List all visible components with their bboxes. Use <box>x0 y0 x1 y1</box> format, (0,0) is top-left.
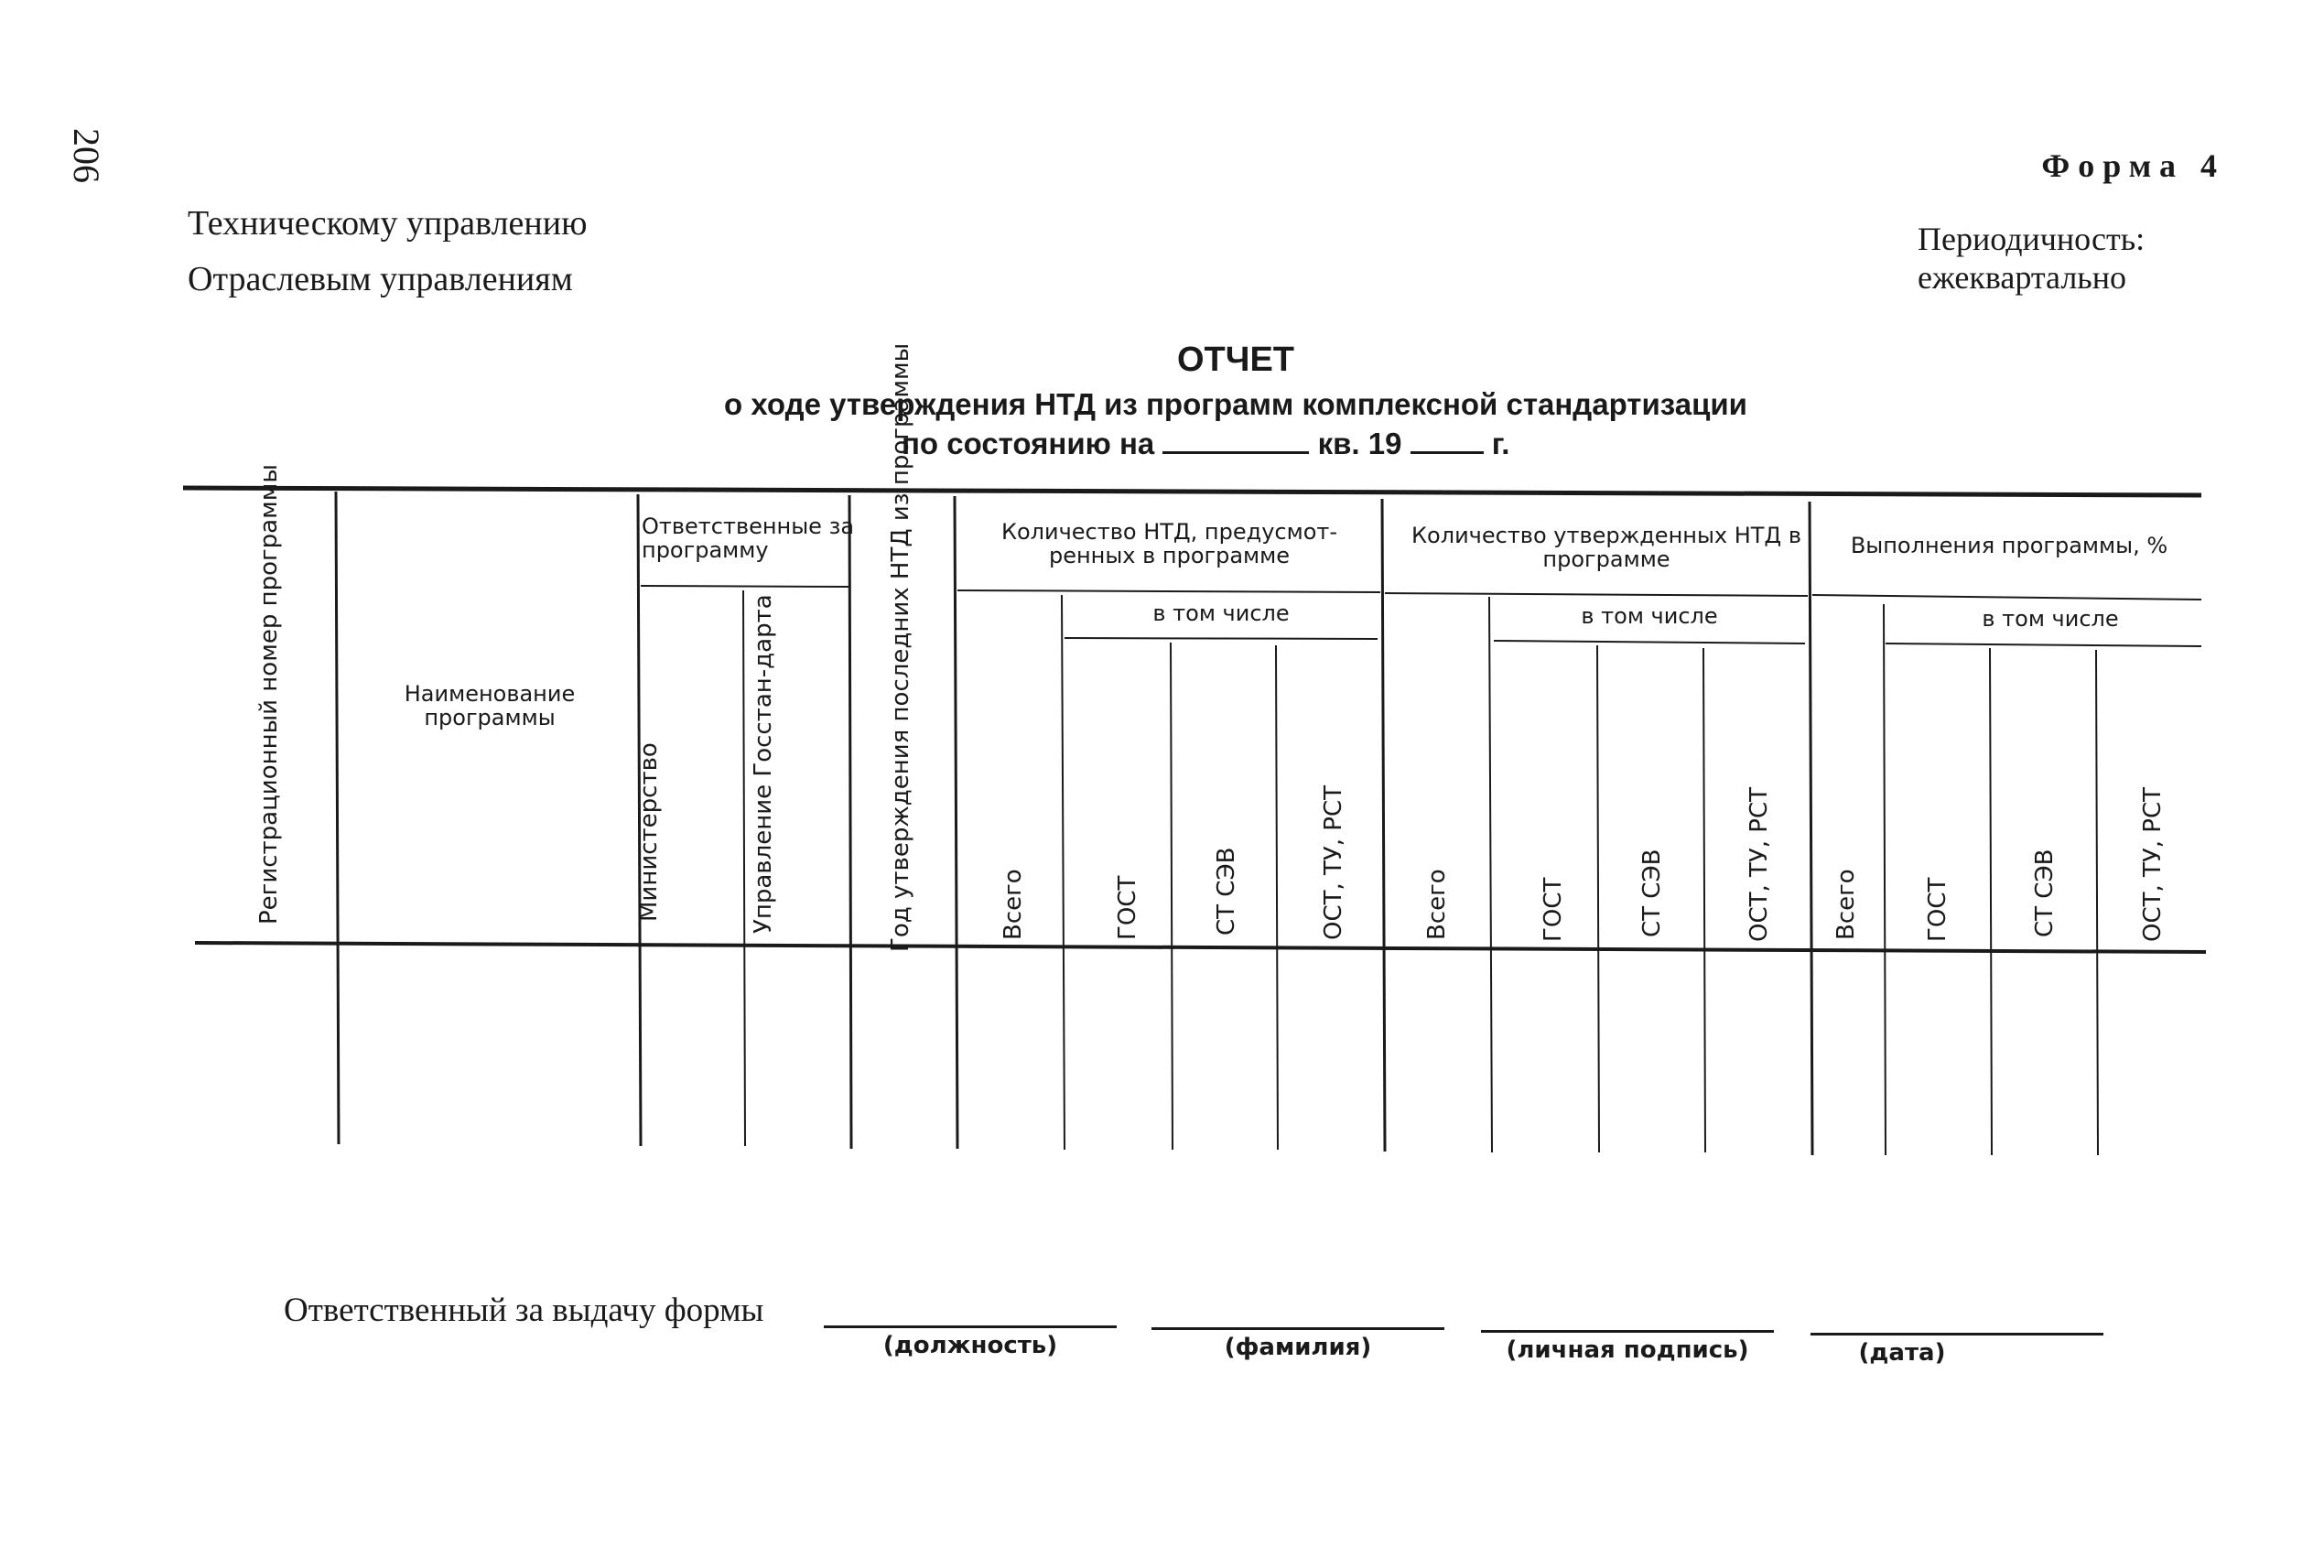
approved-st-sev: СТ СЭВ <box>1638 849 1666 937</box>
report-title: ОТЧЕТ <box>1176 341 1295 379</box>
state-suffix: г. <box>1491 427 1510 460</box>
planned-total: Всего <box>1000 869 1027 940</box>
form-label: Форма 4 <box>2041 147 2225 184</box>
planned-gost: ГОСТ <box>1114 875 1141 940</box>
addressee-technical: Техническому управлению <box>188 204 588 243</box>
state-quarter: кв. 19 <box>1317 427 1402 460</box>
addressee-branch: Отраслевым управлениям <box>188 260 573 298</box>
signature-caption: (личная подпись) <box>1506 1336 1749 1364</box>
report-subtitle: о ходе утверждения НТД из программ комплексной стандартизации <box>724 387 1747 421</box>
group-planned: Количество НТД, предусмот-ренных в программе <box>1000 519 1338 568</box>
approved-gost: ГОСТ <box>1540 877 1567 942</box>
surname-field[interactable] <box>1151 1327 1444 1330</box>
approved-total: Всего <box>1423 869 1451 940</box>
position-field[interactable] <box>824 1325 1117 1328</box>
col-reg-number: Регистрационный номер программы <box>255 464 283 925</box>
completion-st-sev: СТ СЭВ <box>2031 849 2059 937</box>
planned-ost: ОСТ, ТУ, РСТ <box>1320 785 1347 940</box>
surname-caption: (фамилия) <box>1224 1334 1372 1361</box>
completion-ost: ОСТ, ТУ, РСТ <box>2139 787 2167 942</box>
group-responsible: Ответственные за программу <box>642 514 855 563</box>
planned-st-sev: СТ СЭВ <box>1213 847 1240 935</box>
date-field[interactable] <box>1811 1333 2103 1336</box>
group-completion: Выполнения программы, % <box>1850 533 2168 558</box>
signature-field[interactable] <box>1481 1330 1774 1333</box>
col-year: Год утверждения последних НТД из программы <box>887 342 914 952</box>
approved-ost: ОСТ, ТУ, РСТ <box>1746 787 1773 942</box>
col-gosstandart: Управление Госстан-дарта <box>750 594 777 934</box>
date-caption: (дата) <box>1858 1339 1946 1367</box>
table-top-border <box>183 488 2201 495</box>
state-prefix: по состоянию на <box>902 427 1155 460</box>
completion-gost: ГОСТ <box>1924 877 1951 942</box>
col-ministry: Министерство <box>635 742 663 922</box>
periodicity-value: ежеквартально <box>1918 259 2126 296</box>
completion-total: Всего <box>1832 869 1860 940</box>
position-caption: (должность) <box>882 1332 1058 1359</box>
periodicity-label: Периодичность: <box>1918 221 2146 257</box>
group-approved: Количество утвержденных НТД в программе <box>1411 523 1801 572</box>
responsible-label: Ответственный за выдачу формы <box>284 1292 764 1329</box>
col-name: Наименование программы <box>404 681 576 730</box>
page-number: 206 <box>66 128 107 183</box>
completion-including: в том числе <box>1982 606 2119 632</box>
planned-including: в том числе <box>1152 600 1290 626</box>
table-header-bottom <box>195 943 2206 952</box>
approved-including: в том числе <box>1581 603 1718 629</box>
